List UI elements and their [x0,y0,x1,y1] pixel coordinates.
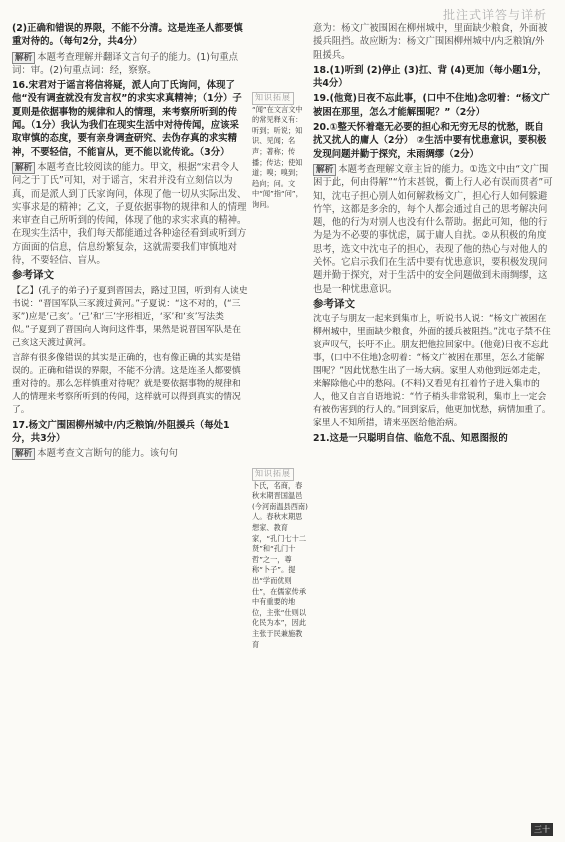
paragraph-text: 宋君对于谣言将信将疑，派人向丁氏询问，体现了他“没有调查就没有发言权”的求实求真精神；（1分）子夏则是依据事物的规律和人的情理，来考察所听到的传闻。（1分）我认为我们在现实生活中对待传闻，应该采取审慎的态度，要有亲身调查研究、去伪存真的求实精神，不要轻信，不能盲从，更不能以讹传讹。（3分） [12,80,242,158]
paragraph-text: 本题考查比较阅读的能力。甲文，根据“宋君令人问之于丁氏”可知，对于谣言，宋君并没有立刻信以为真，而是派人到丁氏家询问，体现了他一切从实际出发、实事求是的精神；乙文，子夏依据事物的规律和人的情理来审查自己所听到的传闻，体现了他的求实求真的精神。在现实生活中，我们每天都能通过各种途径看到或听到方方面面的信息，信息纷繁复杂，这就需要我们审慎地对待，不要轻信、盲从。 [12,161,247,267]
analysis-tag: 解析 [313,164,336,176]
question-number: 17. [12,419,29,431]
paragraph-text: 言辞有很多像错误的其实是正确的，也有像正确的其实是错误的。正确和错误的界限，不能不分清。这是连圣人都要慎重对待的。那么怎样慎重对待呢？就是要依据事物的规律和人的情理来考察所听到的传闻，这样就可以得到真实的情况了。 [12,352,241,415]
left-paragraph [12,269,248,282]
paragraph-text: 参考译文 [313,297,355,310]
paragraph-text: ①整天怀着毫无必要的担心和无穷无尽的忧愁，既自扰又扰人的庸人（2分） ②生活中要有忧患意识，要积极发现问题并勤于探究，未雨绸缪（2分） [313,122,547,160]
right-paragraph [313,22,553,62]
right-paragraph [313,313,553,430]
right-paragraph [313,298,553,311]
paragraph-text: (2)正确和错误的界限，不能不分清。这是连圣人都要慎重对待的。（每句2分，共4分） [12,23,243,48]
paragraph-text: 意为：杨文广被围困在柳州城中，里面缺少粮食，外面被援兵阻挡。故应断为：杨文广围困柳州城中/内乏粮饷/外阻援兵。 [313,23,548,61]
analysis-tag: 解析 [12,52,35,64]
question-number: 16. [12,80,29,92]
side-note-2-title: 知识拓展 [252,468,294,481]
analysis-tag: 解析 [12,448,35,460]
page-badge: 三十 [531,823,553,836]
paragraph-text: 参考译文 [12,269,54,282]
left-paragraph [12,447,248,460]
paragraph-text: 沈屯子与朋友一起来到集市上，听说书人说：“杨文广被困在柳州城中，里面缺少粮食，外面的援兵被阻挡。”沈屯子禁不住哀声叹气，长吁不止。朋友把他拉回家中。(他竟)日夜不忘此事，(口中不住地)念叨着：“杨文广被困在那里，怎么才能解围呢？”因此忧愁生出了一场大病。家里人劝他到远郊走走，来解除他心中的愁闷。(不料)又看见有扛着竹子进入集市的人，他又自言自语地说：“竹子梢头非常锐利，集市上一定会有被伤害到的行人的。”回到家后，他更加忧愁，病情加重了。家里人不知所措，请来巫医给他治病。 [313,314,551,429]
paragraph-text: 本题考查理解并翻译文言句子的能力。(1)句重点词：审。(2)句重点词：经，察察。 [12,51,238,76]
left-paragraph [12,51,248,78]
paragraph-text: 本题考查文言断句的能力。该句句 [37,448,178,460]
side-note-2 [252,468,308,650]
question-number: 20. [313,122,330,134]
side-note-1-text: “闻”在文言文中的常见释义有：听到；听说；知识、见闻；名声；著称；传播；传达；使知道；嗅；嗅到；趋向；问。文中“闻”指“问”，询问。 [252,104,303,209]
right-column [313,22,553,448]
paragraph-text: (1)听到 (2)停止 (3)扛、背 (4)更加（每小题1分，共4分） [313,64,547,90]
side-note-2-text: 卜氏，名商，春秋末期晋国温邑(今河南温县西南)人。春秋末期思想家、教育家，“孔门七十二贤”和“孔门十哲”之一，尊称“卜子”。提出“学而优则仕”，在儒家传承中有重要的地位，主张“仕则以化民为本”，因此主张于民兼施教育 [252,480,308,649]
left-paragraph [12,285,248,350]
question-number: 21. [313,433,330,445]
paragraph-text: (他竟)日夜不忘此事，(口中不住地)念叨着：“杨文广被困在那里，怎么才能解围呢？”（2分） [313,93,550,118]
left-paragraph [12,161,248,267]
right-paragraph [313,163,553,296]
left-column [12,22,248,463]
question-number: 18. [313,64,330,76]
right-paragraph [313,64,553,91]
side-note-1 [252,92,308,211]
paragraph-text: 杨文广围困柳州城中/内乏粮饷/外阻援兵（每处1分，共3分） [12,419,230,444]
left-paragraph [12,419,248,446]
side-note-1-title: 知识拓展 [252,92,294,105]
page-header: 批注式详答与详析 [442,8,547,22]
paragraph-text: 本题考查理解文章主旨的能力。①选文中由“文广围困于此，何由得解”“竹末甚锐，衢上行人必有误而贯者”可知，沈屯子担心别人如何解救杨文广，担心行人如何躲避竹竿，这都是多余的，每个人都会通过自己的思考解决问题，他的行为对别人也没有什么帮助。据此可知，他的行为是为不必要的事忧虑，属于庸人自扰。②从积极的角度思考，选文中沈屯子的担心，表现了他的热心与对他人的关怀。它启示我们在生活中要有忧患意识，要积极发现问题并勤于探究，对于生活中的安全问题做到未雨绸缪，这也是一种忧患意识。 [313,163,553,295]
left-paragraph [12,79,248,159]
right-paragraph [313,432,553,445]
paragraph-text: 这是一只聪明自信、临危不乱、知恩图报的 [329,433,508,445]
question-number: 19. [313,93,330,105]
analysis-tag: 解析 [12,162,35,174]
left-paragraph [12,22,248,49]
left-paragraph [12,352,248,417]
right-paragraph [313,121,553,161]
right-paragraph [313,92,553,119]
paragraph-text: 【乙】(孔子的弟子)子夏到晋国去，路过卫国，听到有人读史书说：“晋国军队三豕渡过黄河。”子夏说：“这不对的，(“三豕”)应是‘己亥’。‘己’和‘三’字形相近，‘豕’和‘亥’写法类似。”子夏到了晋国向人询问这件事，果然是说晋国军队是在己亥这天渡过黄河。 [12,285,248,348]
